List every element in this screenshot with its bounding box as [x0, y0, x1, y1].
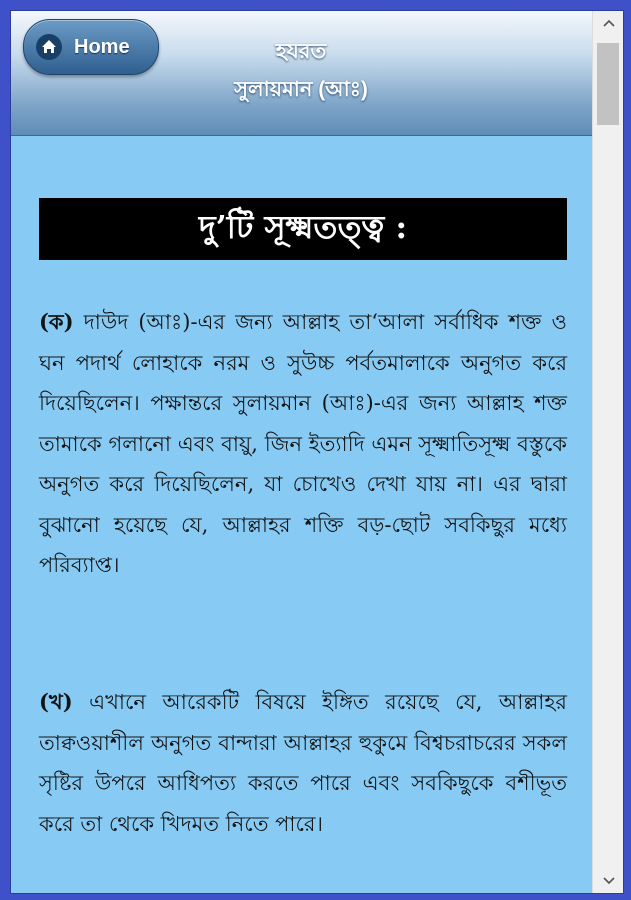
scrollbar-thumb[interactable] — [597, 43, 619, 125]
home-button-label: Home — [74, 35, 130, 58]
section-heading — [39, 198, 567, 260]
page-title-line-1: হযরত — [275, 40, 327, 63]
paragraph-2-marker: (খ) — [39, 689, 73, 714]
paragraph-1-text: দাউদ (আঃ)-এর জন্য আল্লাহ তা‘আলা সর্বাধিক শক্ত ও ঘন পদার্থ লোহাকে নরম ও সুউচ্চ পর্বতমালাকে অনুগত করে দিয়েছিলেন। পক্ষান্তরে সুলায়মান (আঃ)-এর জন্য আল্লাহ শক্ত তামাকে গলানো এবং বায়ু, জিন ইত্যাদি এমন সূক্ষ্মাতিসূক্ষ্ম বস্তুকে অনুগত করে দিয়েছিলেন, যা চোখেও দেখা যায় না। এর দ্বারা বুঝানো হয়েছে যে, আল্লাহর শক্তি বড়-ছোট সবকিছুর মধ্যে পরিব্যাপ্ত। — [39, 310, 567, 577]
home-button[interactable] — [23, 19, 159, 75]
app-window — [10, 10, 624, 894]
section-heading-text: দু’টি সূক্ষ্মতত্ত্ব : — [198, 208, 408, 246]
vertical-scrollbar[interactable] — [592, 11, 624, 893]
header-bar — [11, 11, 592, 136]
paragraph-1-marker: (ক) — [39, 309, 74, 334]
page-title — [181, 33, 421, 109]
paragraph-2 — [39, 682, 567, 844]
article-content — [11, 136, 592, 893]
chevron-up-icon[interactable] — [593, 11, 624, 35]
paragraph-1 — [39, 302, 567, 586]
home-icon — [36, 34, 62, 60]
chevron-down-icon[interactable] — [593, 869, 624, 893]
paragraph-2-text: এখানে আরেকটি বিষয়ে ইঙ্গিত রয়েছে যে, আল্লাহর তাক্বওয়াশীল অনুগত বান্দারা আল্লাহর হুকুমে বিশ্বচরাচরের সকল সৃষ্টির উপরে আধিপত্য করতে পারে এবং সবকিছুকে বশীভূত করে তা থেকে খিদমত নিতে পারে। — [39, 690, 567, 836]
page-title-line-2: সুলায়মান (আঃ) — [234, 78, 368, 101]
